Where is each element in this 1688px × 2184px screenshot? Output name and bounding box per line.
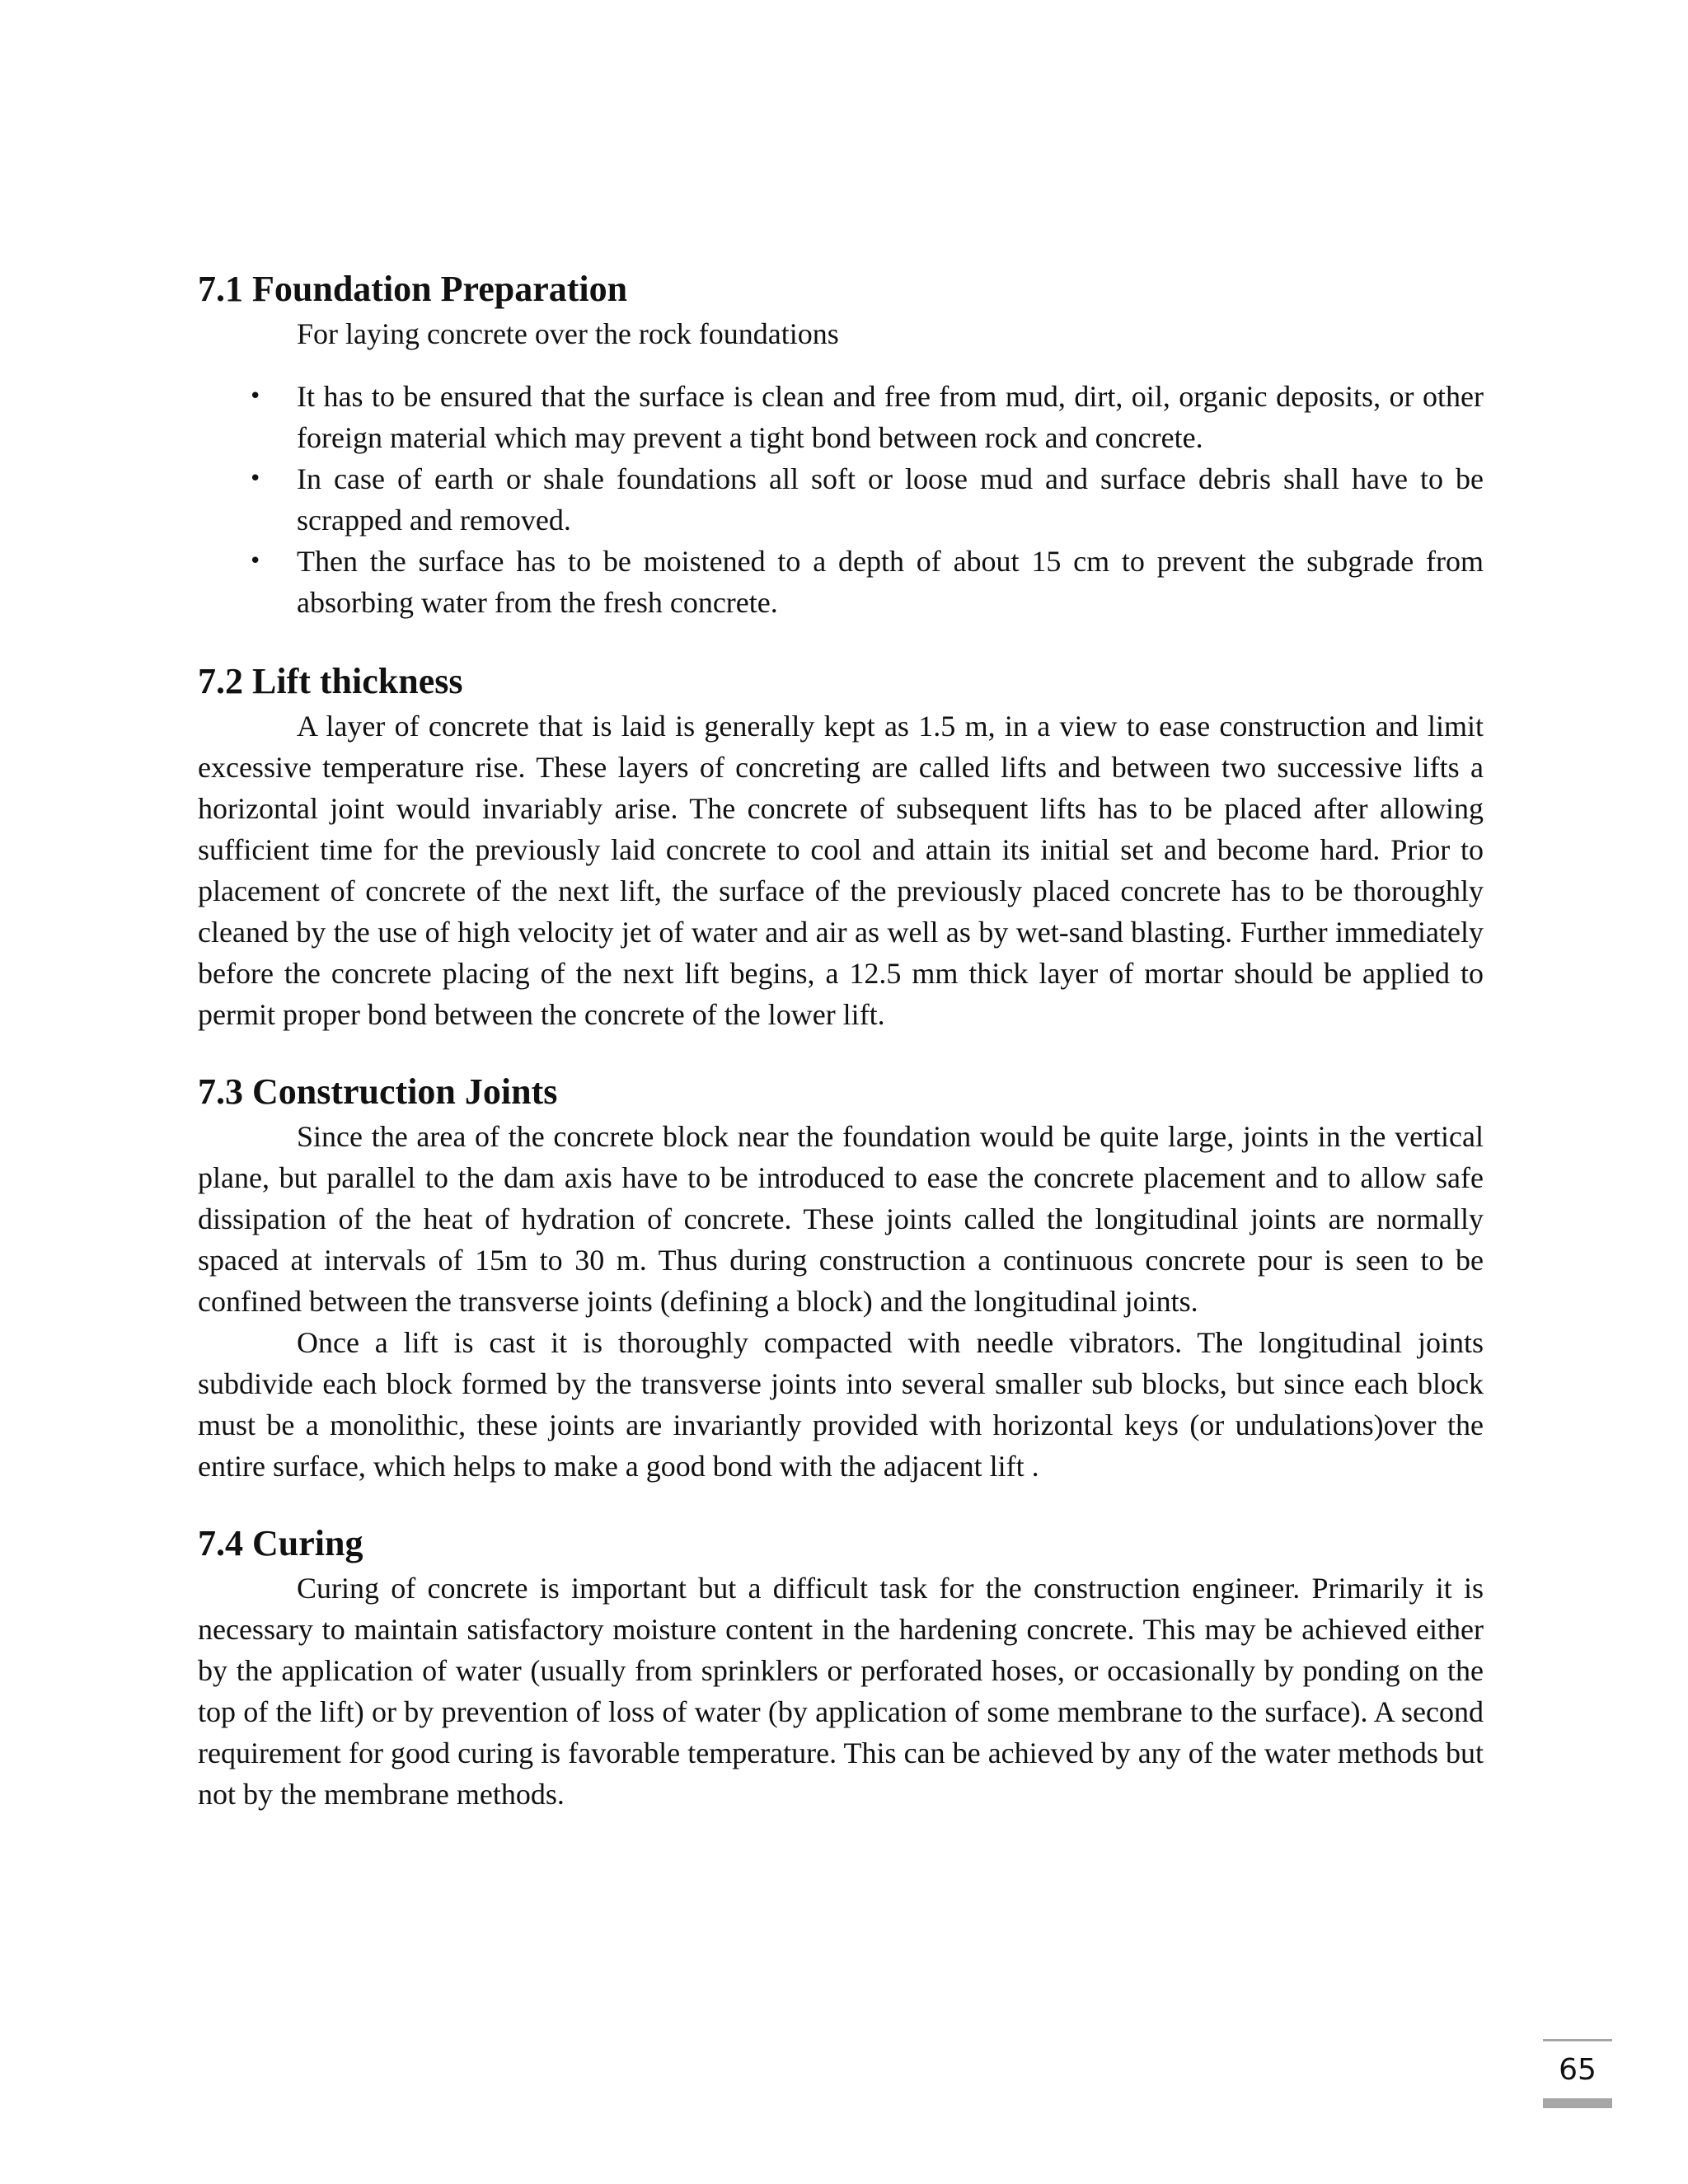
bullet-icon: • bbox=[249, 384, 262, 409]
paragraph: A layer of concrete that is laid is generally kept as 1.5 m, in a view to ease construction and limit excessive temperature rise. These layers of concreting are called lifts and between two successive lifts a horizontal joint would invariably arise. The concrete of subsequent lifts has to be placed after allowing sufficient time for the previously laid concrete to cool and attain its initial set and become hard. Prior to placement of concrete of the next lift, the surface of the previously placed concrete has to be thoroughly cleaned by the use of high velocity jet of water and air as well as by wet-sand blasting. Further immediately before the concrete placing of the next lift begins, a 12.5 mm thick layer of mortar should be applied to permit proper bond between the concrete of the lower lift. bbox=[198, 710, 1484, 1031]
section-foundation-preparation bbox=[198, 265, 1484, 623]
list-item-text: Then the surface has to be moistened to a depth of about 15 cm to prevent the subgrade from absorbing water from the fresh concrete. bbox=[297, 545, 1484, 619]
section-heading: 7.3 Construction Joints bbox=[198, 1071, 558, 1112]
page-number-footer bbox=[1543, 2039, 1612, 2108]
section-heading: 7.1 Foundation Preparation bbox=[198, 269, 628, 309]
bullet-icon: • bbox=[249, 466, 262, 491]
page-content bbox=[198, 265, 1484, 1815]
section-heading: 7.4 Curing bbox=[198, 1523, 363, 1563]
section-construction-joints bbox=[198, 1068, 1484, 1487]
list-item bbox=[198, 541, 1484, 623]
paragraph: Since the area of the concrete block near the foundation would be quite large, joints in the vertical plane, but parallel to the dam axis have to be introduced to ease the concrete placement and to allow safe dissipation of the heat of hydration of concrete. These joints called the longitudinal joints are normally spaced at intervals of 15m to 30 m. Thus during construction a continuous concrete pour is seen to be confined between the transverse joints (defining a block) and the longitudinal joints. bbox=[198, 1120, 1484, 1318]
list-item-text: In case of earth or shale foundations all soft or loose mud and surface debris shall have to be scrapped and removed. bbox=[297, 462, 1484, 537]
section-curing bbox=[198, 1520, 1484, 1815]
page-number: 65 bbox=[1559, 2053, 1597, 2087]
section-heading: 7.2 Lift thickness bbox=[198, 661, 463, 701]
list-item bbox=[198, 376, 1484, 458]
paragraph: Curing of concrete is important but a difficult task for the construction engineer. Primarily it is necessary to maintain satisfactory moisture content in the hardening concrete. This may be achieved either by the application of water (usually from sprinklers or perforated hoses, or occasionally by ponding on the top of the lift) or by prevention of loss of water (by application of some membrane to the surface). A second requirement for good curing is favorable temperature. This can be achieved by any of the water methods but not by the membrane methods. bbox=[198, 1572, 1484, 1811]
section-lift-thickness bbox=[198, 658, 1484, 1035]
page-number-bottom-bar bbox=[1543, 2098, 1612, 2108]
paragraph: Once a lift is cast it is thoroughly compacted with needle vibrators. The longitudinal joints subdivide each block formed by the transverse joints into several smaller sub blocks, but since each block must be a monolithic, these joints are invariantly provided with horizontal keys (or undulations)over the entire surface, which helps to make a good bond with the adjacent lift . bbox=[198, 1326, 1484, 1483]
bullet-list bbox=[198, 376, 1484, 623]
bullet-icon: • bbox=[249, 549, 262, 574]
section-intro: For laying concrete over the rock foundations bbox=[297, 317, 839, 350]
list-item bbox=[198, 458, 1484, 541]
list-item-text: It has to be ensured that the surface is clean and free from mud, dirt, oil, organic deposits, or other foreign material which may prevent a tight bond between rock and concrete. bbox=[297, 380, 1484, 454]
page-number-top-rule bbox=[1543, 2039, 1612, 2041]
